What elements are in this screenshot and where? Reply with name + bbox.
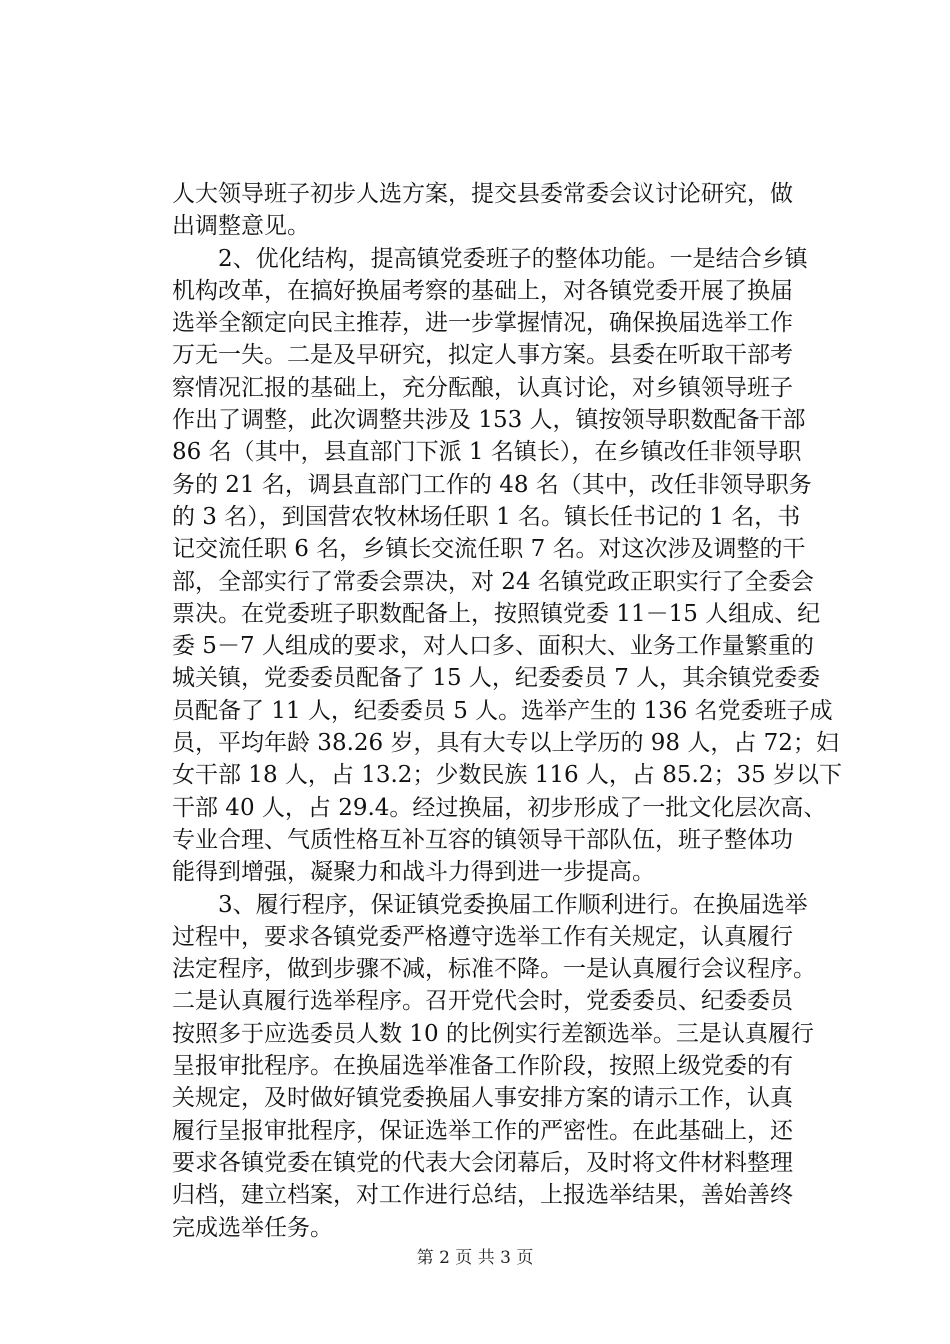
text-line: 万无一失。二是及早研究，拟定人事方案。县委在听取干部考 [172, 342, 793, 369]
text-line: 3、履行程序，保证镇党委换届工作顺利进行。在换届选举 [218, 891, 808, 918]
text-line: 的 3 名），到国营农牧林场任职 1 名。镇长任书记的 1 名，书 [172, 503, 801, 530]
text-line: 法定程序，做到步骤不减，标准不降。一是认真履行会议程序。 [172, 956, 816, 983]
document-body [172, 178, 843, 1244]
text-line: 作出了调整，此次调整共涉及 153 人，镇按领导职数配备干部 [172, 407, 806, 434]
text-line: 要求各镇党委在镇党的代表大会闭幕后，及时将文件材料整理 [172, 1149, 793, 1176]
text-line: 关规定，及时做好镇党委换届人事安排方案的请示工作，认真 [172, 1085, 793, 1112]
text-line: 记交流任职 6 名，乡镇长交流任职 7 名。对这次涉及调整的干 [172, 536, 806, 563]
text-line: 部，全部实行了常委会票决，对 24 名镇党政正职实行了全委会 [172, 568, 814, 595]
text-line: 城关镇，党委委员配备了 15 人，纪委委员 7 人，其余镇党委委 [172, 665, 821, 692]
text-line: 员，平均年龄 38.26 岁，具有大专以上学历的 98 人，占 72；妇 [172, 730, 839, 757]
text-line: 员配备了 11 人，纪委委员 5 人。选举产生的 136 名党委班子成 [172, 697, 833, 724]
text-line: 票决。在党委班子职数配备上，按照镇党委 11－15 人组成、纪 [172, 600, 821, 627]
text-line: 能得到增强，凝聚力和战斗力得到进一步提高。 [172, 859, 655, 886]
text-line: 过程中，要求各镇党委严格遵守选举工作有关规定，认真履行 [172, 923, 793, 950]
text-line: 专业合理、气质性格互补互容的镇领导干部队伍，班子整体功 [172, 826, 793, 853]
text-line: 履行呈报审批程序，保证选举工作的严密性。在此基础上，还 [172, 1117, 793, 1144]
text-line: 女干部 18 人，占 13.2；少数民族 116 人，占 85.2；35 岁以下 [172, 762, 843, 789]
text-line: 人大领导班子初步人选方案，提交县委常委会议讨论研究，做 [172, 181, 793, 207]
text-line: 委 5－7 人组成的要求，对人口多、面积大、业务工作量繁重的 [172, 633, 814, 660]
text-line: 呈报审批程序。在换届选举准备工作阶段，按照上级党委的有 [172, 1053, 793, 1080]
text-line: 干部 40 人，占 29.4。经过换届，初步形成了一批文化层次高、 [172, 794, 827, 821]
text-line: 出调整意见。 [172, 213, 310, 240]
text-line: 察情况汇报的基础上，充分酝酿，认真讨论，对乡镇领导班子 [172, 374, 793, 401]
text-line: 务的 21 名，调县直部门工作的 48 名（其中，改任非领导职务 [172, 471, 812, 498]
text-line: 机构改革，在搞好换届考察的基础上，对各镇党委开展了换届 [172, 277, 793, 304]
text-line: 二是认真履行选举程序。召开党代会时，党委委员、纪委委员 [172, 988, 793, 1015]
text-line: 归档，建立档案，对工作进行总结，上报选举结果，善始善终 [172, 1182, 793, 1209]
page-footer: 第 2 页 共 3 页 [416, 1248, 534, 1268]
text-line: 2、优化结构，提高镇党委班子的整体功能。一是结合乡镇 [218, 245, 808, 272]
text-line: 完成选举任务。 [172, 1214, 333, 1241]
text-line: 86 名（其中，县直部门下派 1 名镇长），在乡镇改任非领导职 [172, 439, 802, 466]
text-line: 选举全额定向民主推荐，进一步掌握情况，确保换届选举工作 [172, 310, 793, 337]
text-line: 按照多于应选委员人数 10 的比例实行差额选举。三是认真履行 [172, 1020, 814, 1047]
